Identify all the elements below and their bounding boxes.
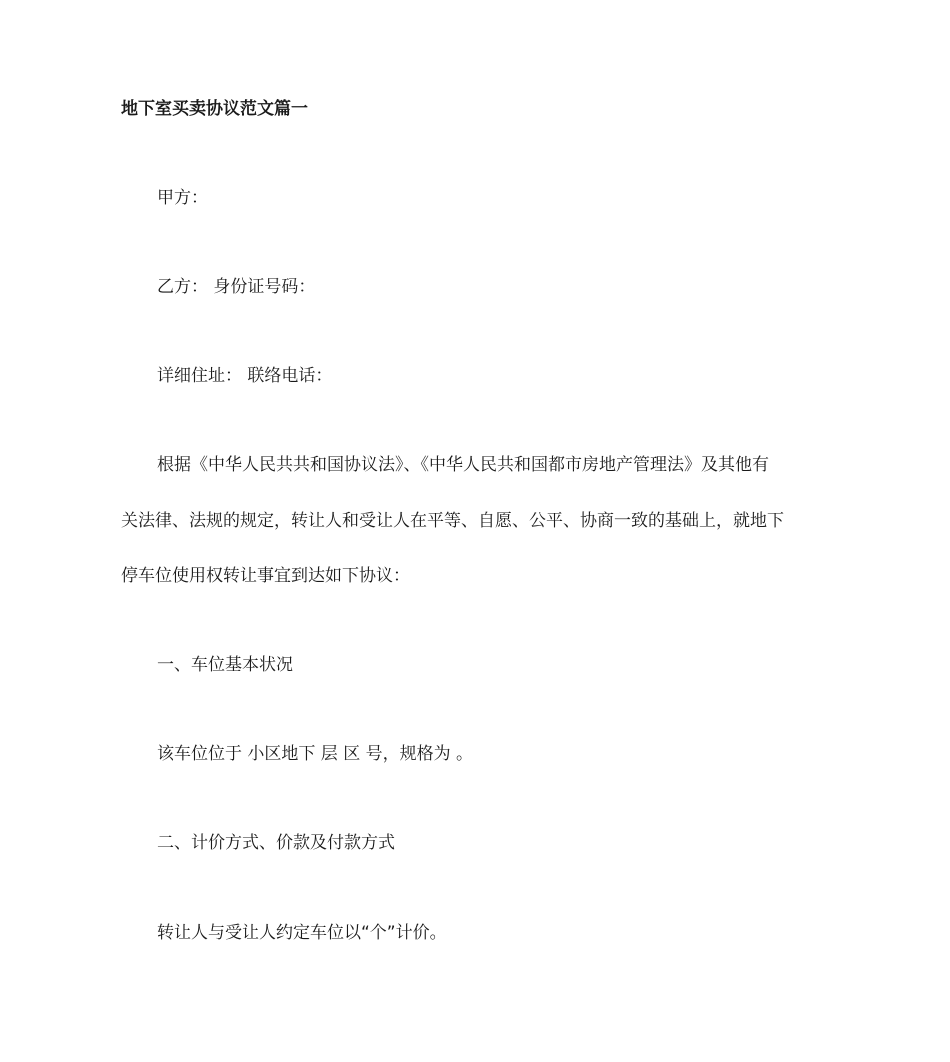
section-2-heading: 二、计价方式、价款及付款方式 xyxy=(157,833,395,853)
preamble-line-1: 根据《中华人民共共和国协议法》、《中华人民共和国都市房地产管理法》及其他有 xyxy=(157,455,769,475)
section-2-text: 转让人与受让人约定车位以“个”计价。 xyxy=(157,923,447,943)
document-title: 地下室买卖协议范文篇一 xyxy=(121,99,308,119)
party-b-line: 乙方： 身份证号码： xyxy=(157,277,316,297)
preamble-line-3: 停车位使用权转让事宜到达如下协议： xyxy=(121,566,410,586)
section-1-heading: 一、车位基本状况 xyxy=(157,655,293,675)
party-a-line: 甲方： xyxy=(157,188,208,208)
address-line: 详细住址： 联络电话： xyxy=(157,366,333,386)
preamble-line-2: 关法律、法规的规定，转让人和受让人在平等、自愿、公平、协商一致的基础上，就地下 xyxy=(121,510,784,531)
preamble-paragraph xyxy=(121,438,833,605)
section-1-text: 该车位位于 小区地下 层 区 号，规格为 。 xyxy=(157,744,474,764)
